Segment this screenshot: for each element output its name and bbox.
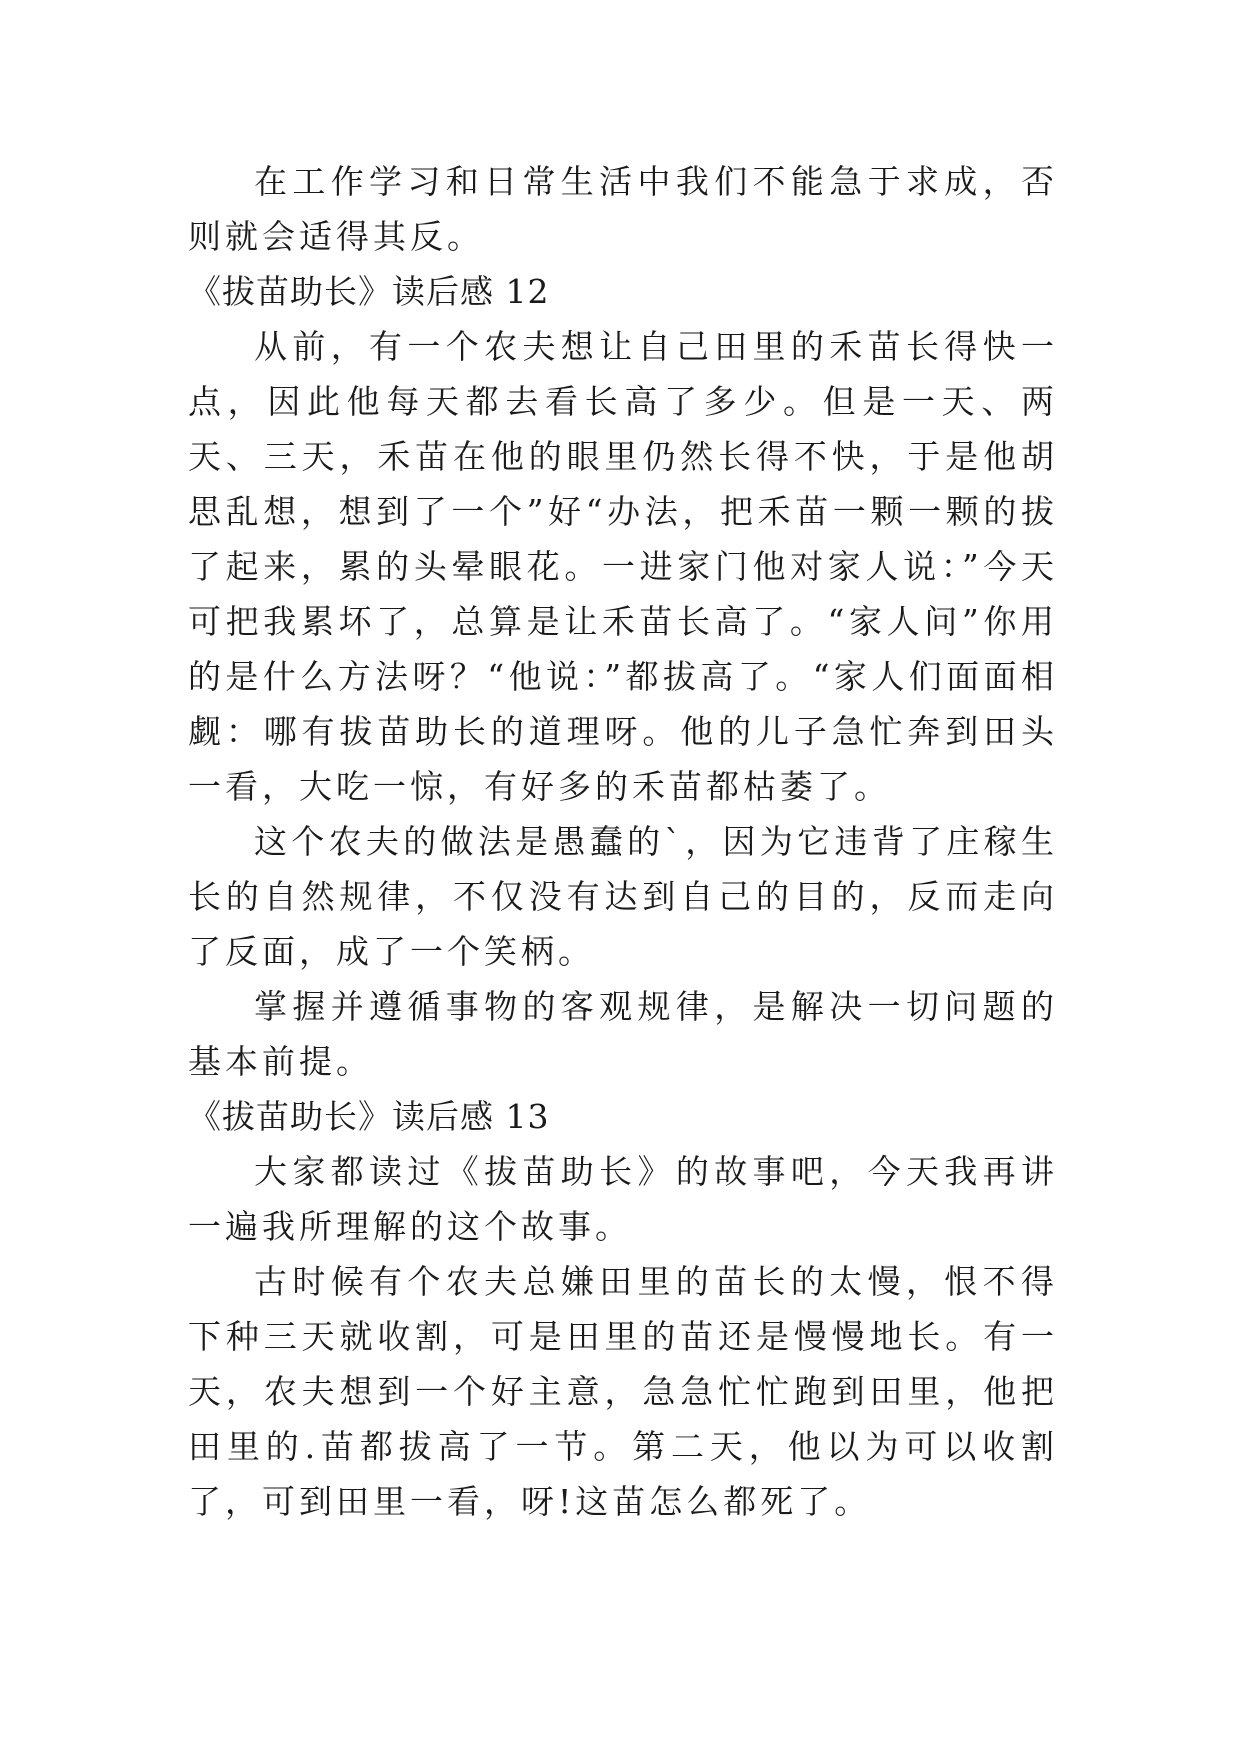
paragraph-story: 从前，有一个农夫想让自己田里的禾苗长得快一点，因此他每天都去看长高了多少。但是一天、两天、三天，禾苗在他的眼里仍然长得不快，于是他胡思乱想，想到了一个”好“办法，把禾苗一颗一颗的拔了起来，累的头晕眼花。一进家门他对家人说：”今天可把我累坏了，总算是让禾苗长高了。“家人问”你用的是什么方法呀？“他说：”都拔高了。“家人们面面相觑：哪有拔苗助长的道理呀。他的儿子急忙奔到田头一看，大吃一惊，有好多的禾苗都枯萎了。 [188, 327, 1058, 806]
document-body [188, 154, 1058, 1529]
paragraph-retelling: 古时候有个农夫总嫌田里的苗长的太慢，恨不得下种三天就收割，可是田里的苗还是慢慢地长。有一天，农夫想到一个好主意，急急忙忙跑到田里，他把田里的.苗都拔高了一节。第二天，他以为可以收割了，可到田里一看，呀!这苗怎么都死了。 [188, 1262, 1058, 1521]
paragraph-analysis: 这个农夫的做法是愚蠢的`，因为它违背了庄稼生长的自然规律，不仅没有达到自己的目的，反而走向了反面，成了一个笑柄。 [188, 822, 1058, 971]
paragraph-intro: 大家都读过《拔苗助长》的故事吧，今天我再讲一遍我所理解的这个故事。 [188, 1152, 1058, 1246]
paragraph-conclusion: 在工作学习和日常生活中我们不能急于求成，否则就会适得其反。 [188, 162, 1058, 256]
paragraph-lesson: 掌握并遵循事物的客观规律，是解决一切问题的基本前提。 [188, 987, 1058, 1081]
section-heading-12: 《拔苗助长》读后感 12 [188, 272, 550, 311]
section-heading-13: 《拔苗助长》读后感 13 [188, 1097, 550, 1136]
